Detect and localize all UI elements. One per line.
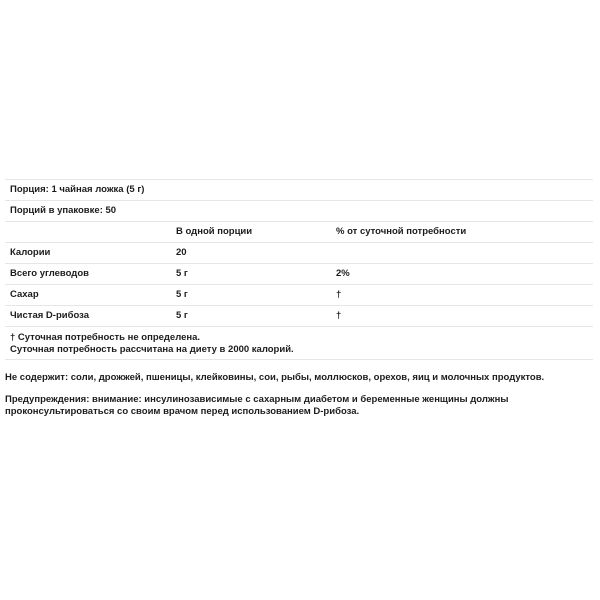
- nutrient-dv: 2%: [336, 268, 350, 279]
- warning-line-1: Предупреждения: внимание: инсулинозависимые с сахарным диабетом и беременные женщины должны: [5, 394, 509, 405]
- serving-size: Порция: 1 чайная ложка (5 г): [10, 184, 145, 195]
- serving-size-row: [5, 179, 593, 200]
- footnote-not-established: † Суточная потребность не определена.: [10, 332, 201, 343]
- nutrient-amount: 5 г: [176, 268, 188, 279]
- header-per-serving: В одной порции: [176, 226, 253, 237]
- table-row: [5, 284, 593, 305]
- nutrient-name: Чистая D-рибоза: [10, 310, 90, 321]
- table-row: [5, 242, 593, 263]
- warning-line-2: проконсультироваться со своим врачом перед использованием D-рибоза.: [5, 406, 360, 417]
- servings-per-container-row: [5, 200, 593, 221]
- nutrient-amount: 20: [176, 247, 187, 258]
- table-header-row: [5, 221, 593, 242]
- footnote-diet-basis: Суточная потребность рассчитана на диету в 2000 калорий.: [10, 343, 294, 355]
- header-daily-value: % от суточной потребности: [336, 226, 467, 237]
- table-row: [5, 263, 593, 284]
- nutrient-name: Калории: [10, 247, 51, 258]
- servings-per-container: Порций в упаковке: 50: [10, 205, 117, 216]
- warnings: [5, 394, 509, 418]
- nutrient-amount: 5 г: [176, 310, 188, 321]
- nutrient-amount: 5 г: [176, 289, 188, 300]
- nutrient-name: Сахар: [10, 289, 39, 300]
- nutrient-dv: †: [336, 310, 342, 321]
- free-from-statement: Не содержит: соли, дрожжей, пшеницы, клейковины, сои, рыбы, моллюсков, орехов, яиц и молочных продуктов.: [5, 372, 545, 383]
- footnotes: [5, 326, 593, 360]
- supplement-facts-table: [5, 179, 593, 360]
- nutrient-dv: †: [336, 289, 342, 300]
- nutrient-name: Всего углеводов: [10, 268, 89, 279]
- table-row: [5, 305, 593, 326]
